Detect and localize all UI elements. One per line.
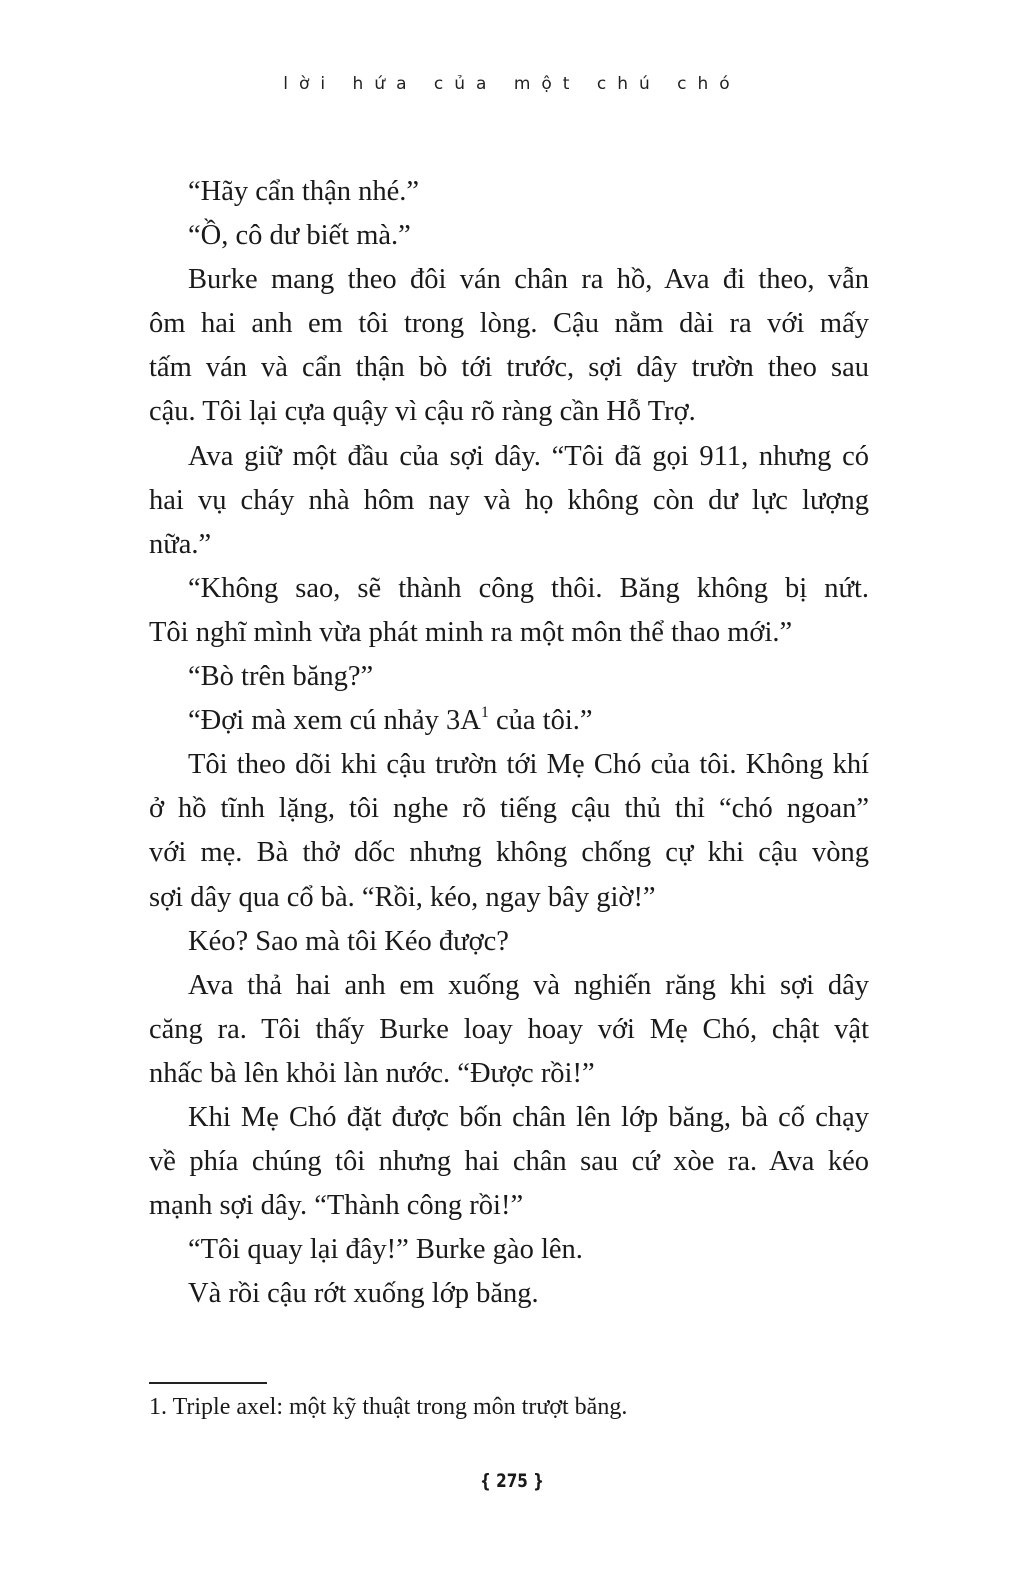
text-line: “Hãy cẩn thận nhé.” <box>188 176 420 207</box>
text-line: Burke mang theo đôi ván chân ra hồ, Ava đi theo, vẫn <box>188 264 869 296</box>
text-line: Tôi nghĩ mình vừa phát minh ra một môn thể thao mới.” <box>149 616 793 648</box>
text-line: “Không sao, sẽ thành công thôi. Băng không bị nứt. <box>188 572 869 604</box>
text-line: “Ồ, cô dư biết mà.” <box>188 220 411 252</box>
body-text <box>149 170 869 1316</box>
text-line: Ava giữ một đầu của sợi dây. “Tôi đã gọi 911, nhưng có <box>188 440 869 472</box>
footnote: 1. Triple axel: một kỹ thuật trong môn trượt băng. <box>149 1394 628 1420</box>
text-line: với mẹ. Bà thở dốc nhưng không chống cự khi cậu vòng <box>149 837 869 869</box>
text-line-with-footnote <box>149 699 869 743</box>
running-head: lời hứa của một chú chó <box>283 74 741 94</box>
page-number: { 275 } <box>480 1470 544 1492</box>
text-line: ở hồ tĩnh lặng, tôi nghe rõ tiếng cậu thủ thỉ “chó ngoan” <box>149 793 869 825</box>
text-line: mạnh sợi dây. “Thành công rồi!” <box>149 1190 524 1222</box>
text-line: hai vụ cháy nhà hôm nay và họ không còn dư lực lượng <box>149 484 869 516</box>
text-line: cậu. Tôi lại cựa quậy vì cậu rõ ràng cần Hỗ Trợ. <box>149 396 696 428</box>
text-line: về phía chúng tôi nhưng hai chân sau cứ xòe ra. Ava kéo <box>149 1146 869 1178</box>
text-line: Kéo? Sao mà tôi Kéo được? <box>188 925 509 957</box>
text-line: Và rồi cậu rớt xuống lớp băng. <box>188 1278 539 1310</box>
text-line: ôm hai anh em tôi trong lòng. Cậu nằm dài ra với mấy <box>149 308 869 340</box>
text-line: căng ra. Tôi thấy Burke loay hoay với Mẹ Chó, chật vật <box>149 1013 869 1045</box>
text-line: “Bò trên băng?” <box>188 661 374 693</box>
text-line: Tôi theo dõi khi cậu trườn tới Mẹ Chó của tôi. Không khí <box>188 749 869 781</box>
text: “Đợi mà xem cú nhảy 3A <box>188 705 481 737</box>
text-line: “Tôi quay lại đây!” Burke gào lên. <box>188 1234 583 1266</box>
text-line: Khi Mẹ Chó đặt được bốn chân lên lớp băng, bà cố chạy <box>188 1101 869 1133</box>
text-line: nữa.” <box>149 528 212 560</box>
text: của tôi.” <box>488 705 593 737</box>
text-line: sợi dây qua cổ bà. “Rồi, kéo, ngay bây giờ!” <box>149 881 656 913</box>
text-line: Ava thả hai anh em xuống và nghiến răng khi sợi dây <box>188 969 869 1001</box>
footnote-rule <box>149 1382 267 1384</box>
text-line: nhấc bà lên khỏi làn nước. “Được rồi!” <box>149 1057 595 1089</box>
footnote-marker: 1 <box>480 704 489 722</box>
text-line: tấm ván và cẩn thận bò tới trước, sợi dây trườn theo sau <box>149 352 869 384</box>
